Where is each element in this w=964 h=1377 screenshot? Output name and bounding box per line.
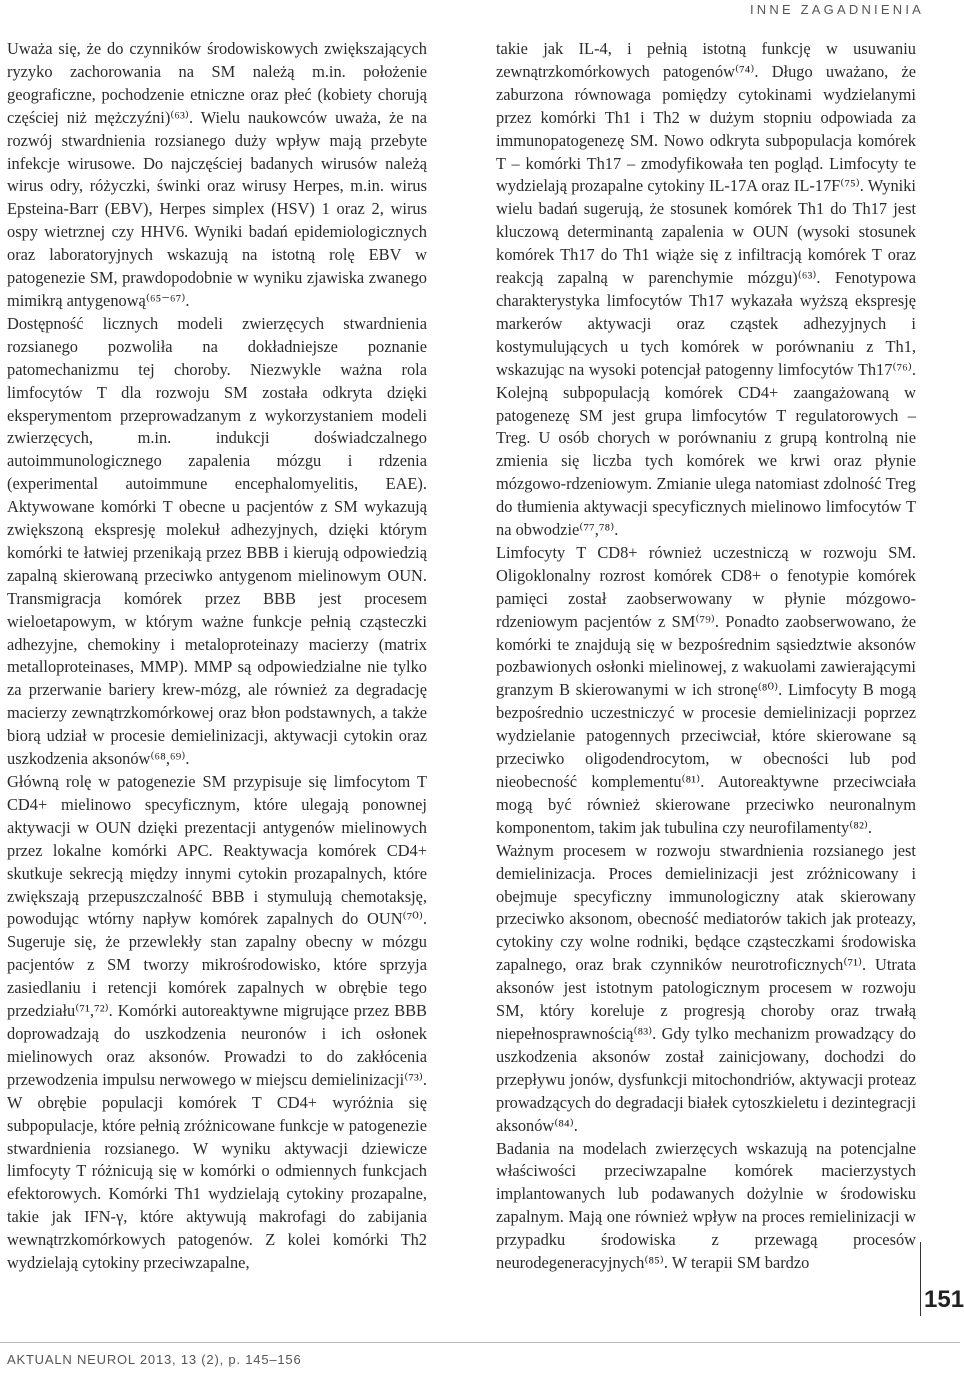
paragraph: Ważnym procesem w rozwoju stwardnienia rozsianego jest demielinizacja. Proces demielinizacji jest zróżnicowany i obejmuje specyficzny immunologiczny atak skierowany przeciwko aksonom, obecność mediatorów takich jak proteazy, cytokiny czy wolne rodniki, będące cząsteczkami środowiska zapalnego, oraz brak czynników neurotroficznych⁽⁷¹⁾. Utrata aksonów jest istotnym patologicznym procesem w rozwoju SM, który koreluje z progresją choroby oraz trwałą niepełnosprawnością⁽⁸³⁾. Gdy tylko mechanizm prowadzący do uszkodzenia aksonów został zainicjowany, dochodzi do przepływu jonów, dysfunkcji mitochondriów, aktywacji proteaz prowadzących do degradacji białek cytoszkieletu i dezintegracji aksonów⁽⁸⁴⁾. — [496, 840, 916, 1135]
left-text-column — [7, 38, 427, 1275]
paragraph: Główną rolę w patogenezie SM przypisuje się limfocytom T CD4+ mielinowo specyficznym, które ulegają ponownej aktywacji w OUN dzięki prezentacji antygenów mielinowych przez lokalne komórki APC. Reaktywacja komórek CD4+ skutkuje sekrecją między innymi cytokin prozapalnych, które zwiększają przepuszczalność BBB i stymulują chemotaksję, powodując wtórny napływ komórek zapalnych do OUN⁽⁷⁰⁾. Sugeruje się, że przewlekły stan zapalny obecny w mózgu pacjentów z SM tworzy mikrośrodowisko, które sprzyja zasiedlaniu i retencji komórek zapalnych w obrębie tego przedziału⁽⁷¹,⁷²⁾. Komórki autoreaktywne migrujące przez BBB doprowadzają do uszkodzenia neuronów i ich osłonek mielinowych oraz aksonów. Prowadzi to do zakłócenia przewodzenia impulsu nerwowego w miejscu demielinizacji⁽⁷³⁾. W obrębie populacji komórek T CD4+ wyróżnia się subpopulacje, które pełnią zróżnicowane funkcje w patogenezie stwardnienia rozsianego. W wyniku aktywacji dziewicze limfocyty T różnicują się w komórki o odmiennych funkcjach efektorowych. Komórki Th1 wydzielają cytokiny prozapalne, takie jak IFN-γ, które aktywują makrofagi do zabijania wewnątrzkomórkowych patogenów. Z kolei komórki Th2 wydzielają cytokiny przeciwzapalne, — [7, 772, 427, 1273]
right-text-column — [496, 38, 916, 1275]
paragraph: Uważa się, że do czynników środowiskowych zwiększających ryzyko zachorowania na SM należą m.in. położenie geograficzne, pochodzenie etniczne oraz płeć (kobiety chorują częściej niż mężczyźni)⁽⁶³⁾. Wielu naukowców uważa, że na rozwój stwardnienia rozsianego duży wpływ mają przebyte infekcje wirusowe. Do najczęściej badanych wirusów należą wirus odry, różyczki, świnki oraz wirusy Herpes, m.in. wirus Epsteina-Barr (EBV), Herpes simplex (HSV) 1 oraz 2, wirus ospy wietrznej czy HHV6. Wyniki badań epidemiologicznych oraz laboratoryjnych wskazują na istotną rolę EBV w patogenezie SM, prawdopodobnie w wyniku zjawiska zwanego mimikrą antygenową⁽⁶⁵⁻⁶⁷⁾. — [7, 39, 427, 310]
paragraph: takie jak IL-4, i pełnią istotną funkcję w usuwaniu zewnątrzkomórkowych patogenów⁽⁷⁴⁾. Długo uważano, że zaburzona równowaga pomiędzy cytokinami wydzielanymi przez komórki Th1 i Th2 w dużym stopniu odpowiada za immunopatogenezę SM. Nowo odkryta subpopulacja komórek T – komórki Th17 – zmodyfikowała ten pogląd. Limfocyty te wydzielają prozapalne cytokiny IL-17A oraz IL-17F⁽⁷⁵⁾. Wyniki wielu badań sugerują, że stosunek komórek Th1 do Th17 jest kluczową determinantą zapalenia w OUN (wysoki stosunek komórek Th17 do Th1 wiąże się z infiltracją komórek T oraz reakcją zapalną w parenchymie mózgu)⁽⁶³⁾. Fenotypowa charakterystyka limfocytów Th17 wykazała wyższą ekspresję markerów aktywacji oraz cząstek adhezyjnych i kostymulujących u tych komórek w porównaniu z Th1, wskazując na wysoki potencjał patogenny limfocytów Th17⁽⁷⁶⁾. Kolejną subpopulacją komórek CD4+ zaangażowaną w patogenezę SM jest grupa limfocytów T regulatorowych – Treg. U osób chorych w porównaniu z grupą kontrolną nie zmienia się liczba tych komórek we krwi oraz płynie mózgowo-rdzeniowym. Zmianie ulega natomiast zdolność Treg do tłumienia aktywacji specyficznych mielinowo limfocytów T na obwodzie⁽⁷⁷,⁷⁸⁾. — [496, 39, 916, 540]
paragraph: Limfocyty T CD8+ również uczestniczą w rozwoju SM. Oligoklonalny rozrost komórek CD8+ o fenotypie komórek pamięci został zaobserwowany w płynie mózgowo-rdzeniowym pacjentów z SM⁽⁷⁹⁾. Ponadto zaobserwowano, że komórki te znajdują się w bezpośrednim sąsiedztwie aksonów pozbawionych osłonki mielinowej, z wakuolami zawierającymi granzym B skierowanymi w ich stronę⁽⁸⁰⁾. Limfocyty B mogą bezpośrednio uczestniczyć w procesie demielinizacji poprzez wydzielanie patogennych przeciwciał, które skierowane są przeciwko oligodendrocytom, w obecności lub pod nieobecność komplementu⁽⁸¹⁾. Autoreaktywne przeciwciała mogą być również skierowane przeciwko neuronalnym komponentom, takim jak tubulina czy neurofilamenty⁽⁸²⁾. — [496, 542, 916, 837]
footer-divider — [0, 1342, 960, 1343]
page-number-rule — [920, 1242, 921, 1316]
section-header: INNE ZAGADNIENIA — [750, 2, 924, 17]
paragraph: Badania na modelach zwierzęcych wskazują na potencjalne właściwości przeciwzapalne komórek macierzystych implantowanych lub podawanych dożylnie w środowisku zapalnym. Mają one również wpływ na proces remielinizacji w przypadku środowiska z przewagą procesów neurodegeneracyjnych⁽⁸⁵⁾. W terapii SM bardzo — [496, 1138, 916, 1273]
journal-citation: AKTUALN NEUROL 2013, 13 (2), p. 145–156 — [7, 1352, 302, 1367]
paragraph: Dostępność licznych modeli zwierzęcych stwardnienia rozsianego pozwoliła na dokładniejsze poznanie patomechanizmu tej choroby. Niezwykle ważna rola limfocytów T dla rozwoju SM została odkryta dzięki eksperymentom przeprowadzanym z wykorzystaniem modeli zwierzęcych, m.in. indukcji doświadczalnego autoimmunologicznego zapalenia mózgu i rdzenia (experimental autoimmune encephalomyelitis, EAE). Aktywowane komórki T obecne u pacjentów z SM wykazują zwiększoną ekspresję molekuł adhezyjnych, dzięki którym komórki te łatwiej przenikają przez BBB i kierują odpowiedzią zapalną skierowaną przeciwko antygenom mielinowym OUN. Transmigracja komórek przez BBB jest procesem wieloetapowym, w którym ważne funkcje pełnią cząsteczki adhezyjne, chemokiny i metaloproteinazy macierzy (matrix metalloproteinases, MMP). MMP są odpowiedzialne nie tylko za przerwanie bariery krew-mózg, ale również za degradację macierzy zewnątrzkomórkowej oraz błon podstawnych, a także biorą udział w procesie demielinizacji, aktywacji cytokin oraz uszkodzenia aksonów⁽⁶⁸,⁶⁹⁾. — [7, 313, 427, 769]
page-number: 151 — [924, 1286, 964, 1313]
